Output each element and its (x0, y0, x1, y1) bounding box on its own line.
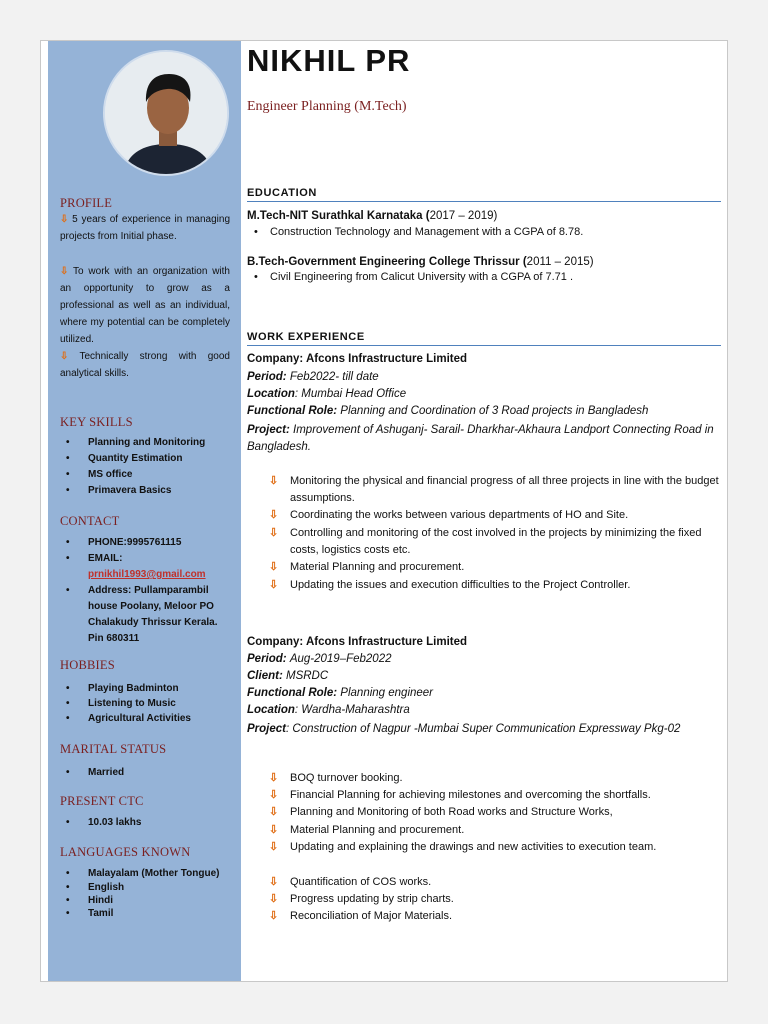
education-heading: EDUCATION (247, 187, 721, 202)
resume-page (40, 40, 728, 982)
job2-period: Period: Aug-2019–Feb2022 (247, 653, 392, 665)
hobby-item: • Listening to Music (66, 696, 176, 712)
job1-duty: ⇩ Updating the issues and execution difficulties to the Project Controller. (269, 577, 721, 594)
job1-project: Project: Improvement of Ashuganj- Sarail- Dharkhar-Akhaura Landport Connecting Road in Bangladesh. (247, 424, 714, 453)
candidate-title: Engineer Planning (M.Tech) (247, 99, 407, 114)
arrow-down-icon: ⇩ (269, 527, 279, 539)
language-item: • Malayalam (Mother Tongue) (66, 867, 220, 881)
job1-location: Location: Mumbai Head Office (247, 388, 407, 400)
job2-duty: ⇩ Quantification of COS works. (269, 874, 721, 891)
job2-duty: ⇩ Progress updating by strip charts. (269, 891, 721, 908)
job2-duty: ⇩ Financial Planning for achieving milestones and overcoming the shortfalls. (269, 787, 721, 804)
job1-duty: ⇩ Material Planning and procurement. (269, 559, 721, 576)
arrow-down-icon: ⇩ (269, 772, 279, 784)
skill-item: • Planning and Monitoring (66, 435, 205, 451)
hobby-item: • Agricultural Activities (66, 711, 191, 727)
arrow-down-icon: ⇩ (269, 579, 279, 591)
hobby-item: • Playing Badminton (66, 681, 179, 697)
language-item: • English (66, 881, 124, 895)
candidate-name: NIKHIL PR (247, 43, 411, 78)
arrow-down-icon: ⇩ (269, 824, 279, 836)
profile-heading: PROFILE (60, 196, 113, 210)
arrow-down-icon: ⇩ (269, 509, 279, 521)
hobbies-heading: HOBBIES (60, 658, 115, 672)
arrow-down-icon: ⇩ (269, 893, 279, 905)
job1-duty: ⇩ Coordinating the works between various departments of HO and Site. (269, 507, 721, 524)
job1-company: Company: Afcons Infrastructure Limited (247, 353, 468, 365)
profile-photo (103, 50, 229, 176)
job2-duty: ⇩ Updating and explaining the drawings and new activities to execution team. (269, 839, 721, 856)
arrow-down-icon: ⇩ (60, 351, 69, 362)
job2-duty: ⇩ BOQ turnover booking. (269, 770, 721, 787)
arrow-down-icon: ⇩ (60, 266, 69, 277)
skill-item: • MS office (66, 467, 132, 483)
job2-duty: ⇩ Planning and Monitoring of both Road works and Structure Works, (269, 804, 721, 821)
languages-heading: LANGUAGES KNOWN (60, 845, 191, 859)
arrow-down-icon: ⇩ (269, 789, 279, 801)
arrow-down-icon: ⇩ (269, 876, 279, 888)
job2-location: Location: Wardha-Maharashtra (247, 704, 410, 716)
job2-client: Client: MSRDC (247, 670, 329, 682)
marital-item: • Married (66, 765, 124, 781)
arrow-down-icon: ⇩ (269, 841, 279, 853)
job1-duty: ⇩ Controlling and monitoring of the cost involved in the projects by minimizing the fixed costs, logistics costs etc. (269, 527, 702, 556)
contact-email: • EMAIL: prnikhil1993@gmail.com (66, 551, 206, 583)
ctc-heading: PRESENT CTC (60, 794, 144, 808)
education-detail: • Construction Technology and Management with a CGPA of 8.78. (254, 226, 583, 238)
arrow-down-icon: ⇩ (269, 475, 279, 487)
profile-item: ⇩ To work with an organization with an opportunity to grow as a professional as well as an individual, where my potential can be completely utilized. (60, 266, 230, 345)
education-entry: M.Tech-NIT Surathkal Karnataka (2017 – 2019) (247, 210, 498, 222)
education-entry: B.Tech-Government Engineering College Thrissur (2011 – 2015) (247, 256, 594, 268)
ctc-item: • 10.03 lakhs (66, 815, 141, 831)
contact-address: • Address: Pullamparambil house Poolany, Meloor PO Chalakudy Thrissur Kerala. Pin 680311 (66, 583, 231, 647)
arrow-down-icon: ⇩ (269, 806, 279, 818)
profile-item: ⇩ 5 years of experience in managing projects from Initial phase. (60, 214, 231, 242)
job1-duty: ⇩ Monitoring the physical and financial progress of all three projects in line with the budget assumptions. (269, 475, 719, 504)
key-skills-heading: KEY SKILLS (60, 415, 133, 429)
email-link[interactable]: prnikhil1993@gmail.com (88, 569, 206, 580)
job2-duty: ⇩ Reconciliation of Major Materials. (269, 908, 721, 925)
education-detail: • Civil Engineering from Calicut University with a CGPA of 7.71 . (254, 271, 573, 283)
job2-company: Company: Afcons Infrastructure Limited (247, 636, 468, 648)
job1-period: Period: Feb2022- till date (247, 371, 379, 383)
arrow-down-icon: ⇩ (60, 214, 69, 225)
marital-heading: MARITAL STATUS (60, 742, 167, 756)
contact-heading: CONTACT (60, 514, 120, 528)
arrow-down-icon: ⇩ (269, 561, 279, 573)
job2-role: Functional Role: Planning engineer (247, 687, 434, 699)
language-item: • Tamil (66, 907, 113, 921)
work-heading: WORK EXPERIENCE (247, 331, 721, 346)
sidebar (48, 41, 241, 981)
skill-item: • Primavera Basics (66, 483, 171, 499)
arrow-down-icon: ⇩ (269, 910, 279, 922)
person-portrait-icon (105, 52, 229, 176)
language-item: • Hindi (66, 894, 113, 908)
contact-phone: • PHONE:9995761115 (66, 535, 181, 551)
profile-item: ⇩ Technically strong with good analytical skills. (60, 351, 230, 379)
job2-project: Project: Construction of Nagpur -Mumbai Super Communication Expressway Pkg-02 (247, 723, 681, 735)
job1-role: Functional Role: Planning and Coordination of 3 Road projects in Bangladesh (247, 405, 649, 417)
skill-item: • Quantity Estimation (66, 451, 182, 467)
job2-duty: ⇩ Material Planning and procurement. (269, 822, 721, 839)
